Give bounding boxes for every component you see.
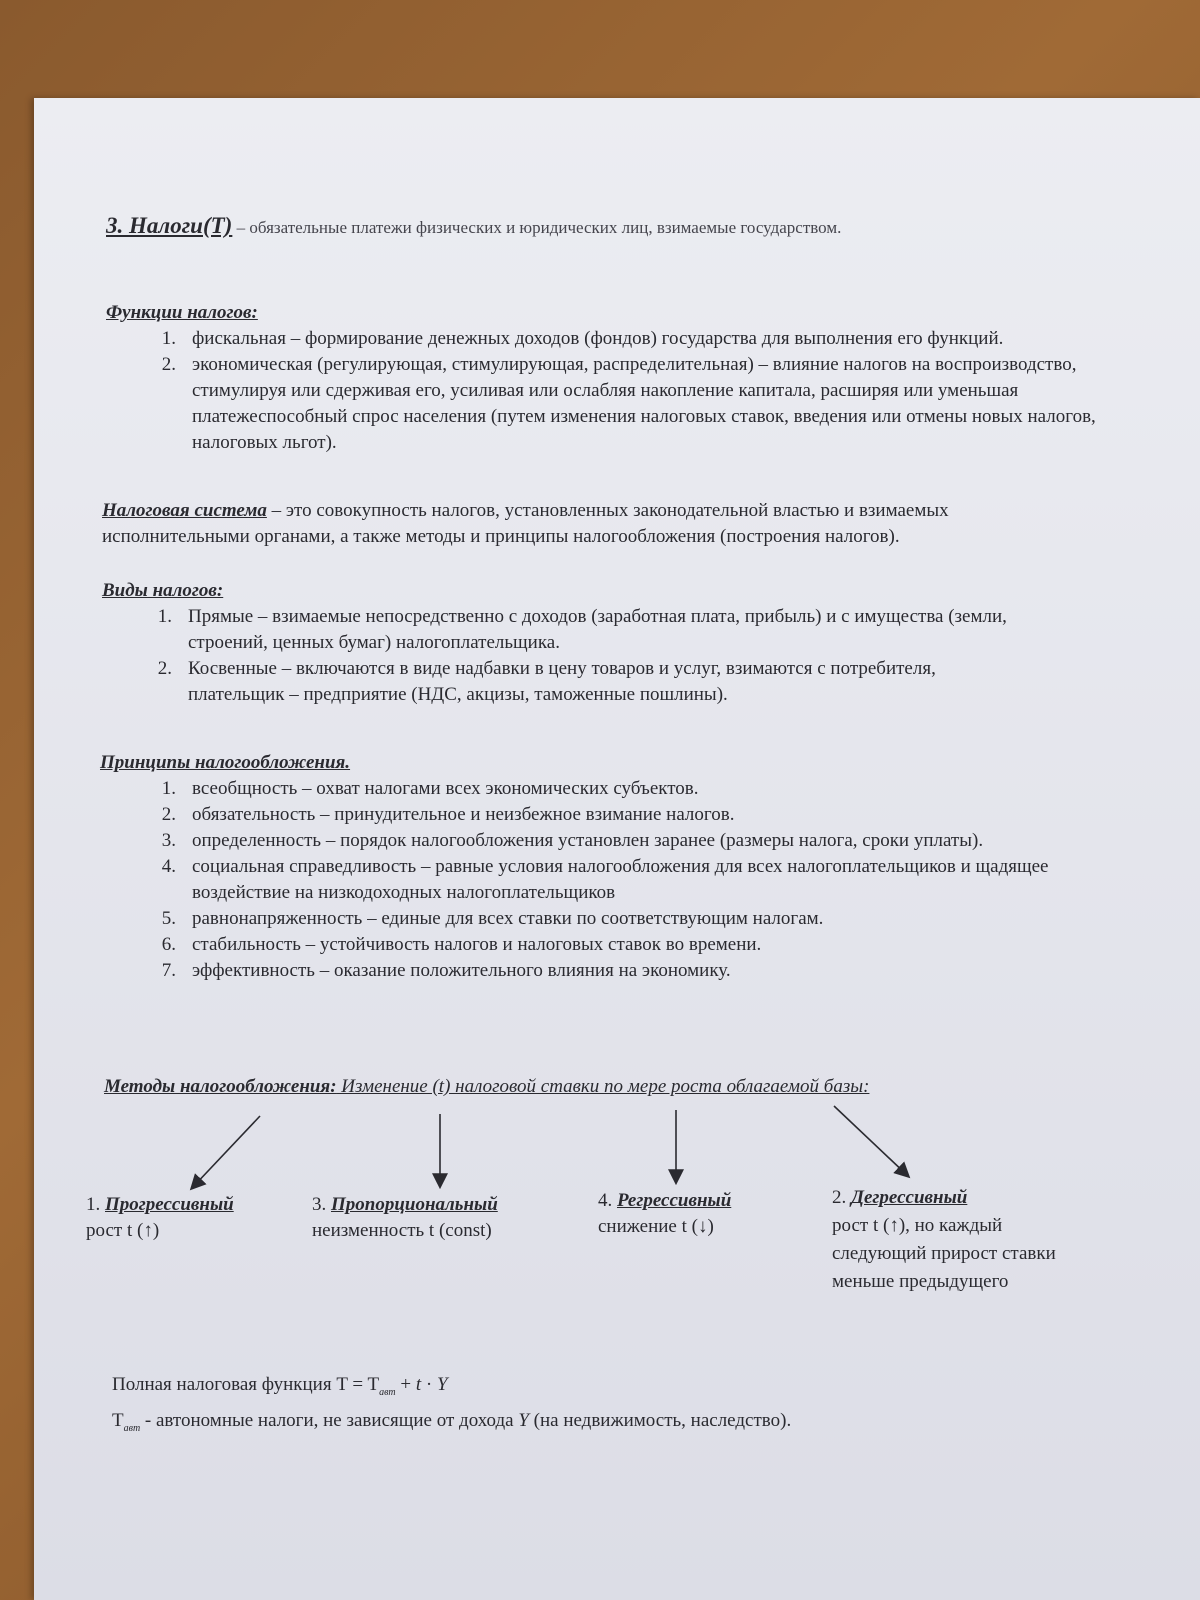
method-name: Дегрессивный	[851, 1187, 968, 1208]
list-item: 1. фискальная – формирование денежных доходов (фондов) государства для выполнения его функций.	[161, 328, 1004, 349]
list-item: 4. социальная справедливость – равные условия налогообложения для всех налогоплательщиков и щадящее воздействие на низкодоходных налогоплательщиков	[161, 856, 1049, 903]
tax-function-formula: Полная налоговая функция $T = T_{авт} + t \cdot Y$	[112, 1374, 448, 1398]
list-item-text: стабильность – устойчивость налогов и налоговых ставок во времени.	[192, 934, 762, 955]
list-item: 7. эффективность – оказание положительного влияния на экономику.	[161, 960, 731, 981]
method-name: Прогрессивный	[105, 1194, 234, 1215]
arrow-degressive	[834, 1106, 908, 1176]
list-item: 1. Прямые – взимаемые непосредственно с доходов (заработная плата, прибыль) и с имущества (земли, строений, ценных бумаг) налогоплательщика.	[157, 606, 1007, 653]
document-page	[34, 98, 1200, 1600]
formula-label: Полная налоговая функция	[112, 1374, 332, 1395]
list-item: 6. стабильность – устойчивость налогов и налоговых ставок во времени.	[161, 934, 762, 955]
list-item-text: обязательность – принудительное и неизбежное взимание налогов.	[192, 804, 735, 825]
tax-system-header: Налоговая система	[102, 500, 267, 521]
list-item-text: экономическая (регулирующая, стимулирующая, распределительная) – влияние налогов на воспроизводство, стимулируя или сдерживая его, усиливая или ослабляя накопление капитала, расширяя или уменьшая платежеспособный спрос населения (путем изменения налоговых ставок, введения или отмены новых налогов, налоговых льгот).	[192, 354, 1096, 453]
autonomous-tax-note: $T_{авт}$ - автономные налоги, не зависящие от дохода Y (на недвижимость, наследство).	[112, 1410, 792, 1434]
principles-header: Принципы налогообложения.	[100, 752, 351, 773]
list-item-text: социальная справедливость – равные условия налогообложения для всех налогоплательщиков и щадящее воздействие на низкодоходных налогоплательщиков	[192, 856, 1049, 903]
title-heading: 3. Налоги(Т)	[106, 213, 233, 238]
list-item-text: определенность – порядок налогообложения установлен заранее (размеры налога, сроки уплаты).	[192, 830, 984, 851]
method-desc: рост t (↑)	[86, 1220, 160, 1241]
method-desc: рост t (↑), но каждый следующий прирост ставки меньше предыдущего	[832, 1215, 1056, 1292]
list-item-text: эффективность – оказание положительного влияния на экономику.	[192, 960, 731, 981]
list-item: 2. обязательность – принудительное и неизбежное взимание налогов.	[161, 804, 735, 825]
method-progressive: 1. Прогрессивный рост t (↑)	[86, 1192, 306, 1244]
list-item-text: Косвенные – включаются в виде надбавки в цену товаров и услуг, взимаются с потребителя, плательщик – предприятие (НДС, акцизы, таможенные пошлины).	[188, 658, 936, 705]
method-regressive: 4. Регрессивный снижение t (↓)	[598, 1188, 818, 1240]
list-item-text: всеобщность – охват налогами всех экономических субъектов.	[192, 778, 699, 799]
method-desc: неизменность t (const)	[312, 1220, 492, 1241]
types-header: Виды налогов:	[102, 580, 224, 601]
functions-header: Функции налогов:	[106, 302, 258, 323]
list-item: 1. всеобщность – охват налогами всех экономических субъектов.	[161, 778, 699, 799]
list-item-text: равнонапряженность – единые для всех ставки по соответствующим налогам.	[192, 908, 824, 929]
tax-system-text: – это совокупность налогов, установленных законодательной властью и взимаемых исполнительными органами, а также методы и принципы налогообложения (построения налогов).	[102, 500, 949, 547]
arrow-progressive	[192, 1116, 260, 1188]
method-degressive: 2. Дегрессивный рост t (↑), но каждый следующий прирост ставки меньше предыдущего	[832, 1184, 1072, 1296]
method-desc: снижение t (↓)	[598, 1216, 714, 1237]
list-item-text: Прямые – взимаемые непосредственно с доходов (заработная плата, прибыль) и с имущества (земли, строений, ценных бумаг) налогоплательщика.	[188, 606, 1007, 653]
list-item: 2. экономическая (регулирующая, стимулирующая, распределительная) – влияние налогов на воспроизводство, стимулируя или сдерживая его, усиливая или ослабляя накопление капитала, расширяя или уменьшая платежеспособный спрос населения (путем изменения налоговых ставок, введения или отмены новых налогов, налоговых льгот).	[161, 354, 1096, 453]
list-item: 5. равнонапряженность – единые для всех ставки по соответствующим налогам.	[161, 908, 824, 929]
title-definition: – обязательные платежи физических и юридических лиц, взимаемые государством.	[232, 218, 842, 237]
list-item: 3. определенность – порядок налогообложения установлен заранее (размеры налога, сроки уплаты).	[161, 830, 984, 851]
list-item-text: фискальная – формирование денежных доходов (фондов) государства для выполнения его функций.	[192, 328, 1004, 349]
method-name: Регрессивный	[617, 1190, 732, 1211]
list-item: 2. Косвенные – включаются в виде надбавки в цену товаров и услуг, взимаются с потребителя, плательщик – предприятие (НДС, акцизы, таможенные пошлины).	[157, 658, 936, 705]
method-name: Пропорциональный	[331, 1194, 498, 1215]
methods-header: Методы налогообложения:	[104, 1076, 337, 1097]
methods-subtitle: Изменение (t) налоговой ставки по мере роста облагаемой базы:	[336, 1076, 870, 1097]
method-proportional: 3. Пропорциональный неизменность t (const)	[312, 1192, 572, 1244]
